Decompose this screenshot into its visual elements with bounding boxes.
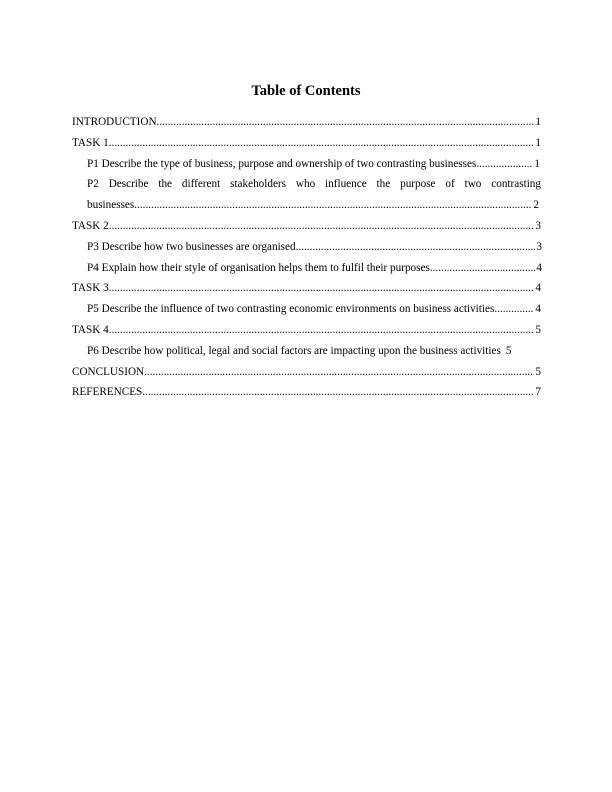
- toc-entry-p2[interactable]: [72, 174, 541, 216]
- toc-entry-label: TASK 1: [72, 136, 109, 149]
- toc-leader-dots: [144, 362, 534, 383]
- toc-entry-page: 1: [535, 116, 541, 128]
- toc-entry-page: 1: [535, 136, 541, 149]
- toc-leader-dots: [142, 382, 534, 403]
- toc-entry-task-2[interactable]: [72, 216, 541, 237]
- table-of-contents: [72, 112, 541, 403]
- toc-entry-label: P1 Describe the type of business, purpose and ownership of two contrasting businesses: [87, 157, 477, 170]
- toc-entry-page: 1: [534, 157, 540, 170]
- toc-entry-label: P3 Describe how two businesses are organised: [87, 240, 296, 253]
- toc-entry-p6[interactable]: [72, 341, 541, 362]
- toc-entry-p1[interactable]: [72, 154, 540, 175]
- toc-entry-label: CONCLUSION: [72, 365, 145, 378]
- toc-entry-page: 5: [535, 323, 541, 336]
- toc-entry-page: 3: [536, 240, 542, 253]
- toc-entry-task-1[interactable]: [72, 133, 541, 154]
- toc-entry-label-line1: P2 Describe the different stakeholders who influence the purpose of two contrasting: [87, 178, 541, 191]
- toc-entry-label: TASK 3: [72, 282, 109, 295]
- toc-entry-label-line2: businesses: [87, 199, 135, 212]
- toc-entry-page: 5: [535, 365, 541, 378]
- toc-leader-dots: [494, 299, 534, 320]
- toc-entry-page: 4: [535, 282, 541, 295]
- toc-entry-page: 2: [533, 199, 539, 212]
- toc-entry-page: 7: [535, 386, 541, 399]
- toc-leader-dots: [134, 195, 532, 216]
- toc-leader-dots: [109, 320, 535, 341]
- toc-entry-label: REFERENCES: [72, 386, 143, 399]
- toc-entry-p3[interactable]: [72, 237, 542, 258]
- toc-leader-dots: [430, 258, 536, 279]
- toc-leader-dots: [109, 133, 535, 154]
- toc-leader-dots: [157, 112, 535, 133]
- toc-leader-dots: [109, 216, 535, 237]
- toc-entry-page: 4: [536, 261, 542, 274]
- toc-entry-page: 3: [535, 219, 541, 232]
- toc-entry-label: TASK 4: [72, 323, 109, 336]
- toc-entry-introduction[interactable]: [72, 112, 541, 133]
- toc-title: Table of Contents: [251, 83, 361, 99]
- toc-entry-label: TASK 2: [72, 219, 109, 232]
- toc-entry-references[interactable]: [72, 382, 541, 403]
- toc-leader-dots: [476, 154, 533, 175]
- toc-entry-task-4[interactable]: [72, 320, 541, 341]
- toc-entry-task-3[interactable]: [72, 278, 541, 299]
- toc-leader-dots: [296, 237, 536, 258]
- toc-entry-label: P6 Describe how political, legal and social factors are impacting upon the business activities: [87, 344, 501, 357]
- toc-entry-page: 5: [505, 344, 512, 357]
- toc-entry-label: P5 Describe the influence of two contrasting economic environments on business activities: [87, 303, 495, 316]
- toc-entry-p5[interactable]: [72, 299, 541, 320]
- toc-entry-conclusion[interactable]: [72, 362, 541, 383]
- toc-entry-p4[interactable]: [72, 258, 542, 279]
- toc-entry-label: INTRODUCTION: [72, 116, 157, 128]
- toc-entry-label: P4 Explain how their style of organisation helps them to fulfil their purposes: [87, 261, 430, 274]
- toc-leader-dots: [109, 278, 535, 299]
- toc-entry-page: 4: [535, 303, 541, 316]
